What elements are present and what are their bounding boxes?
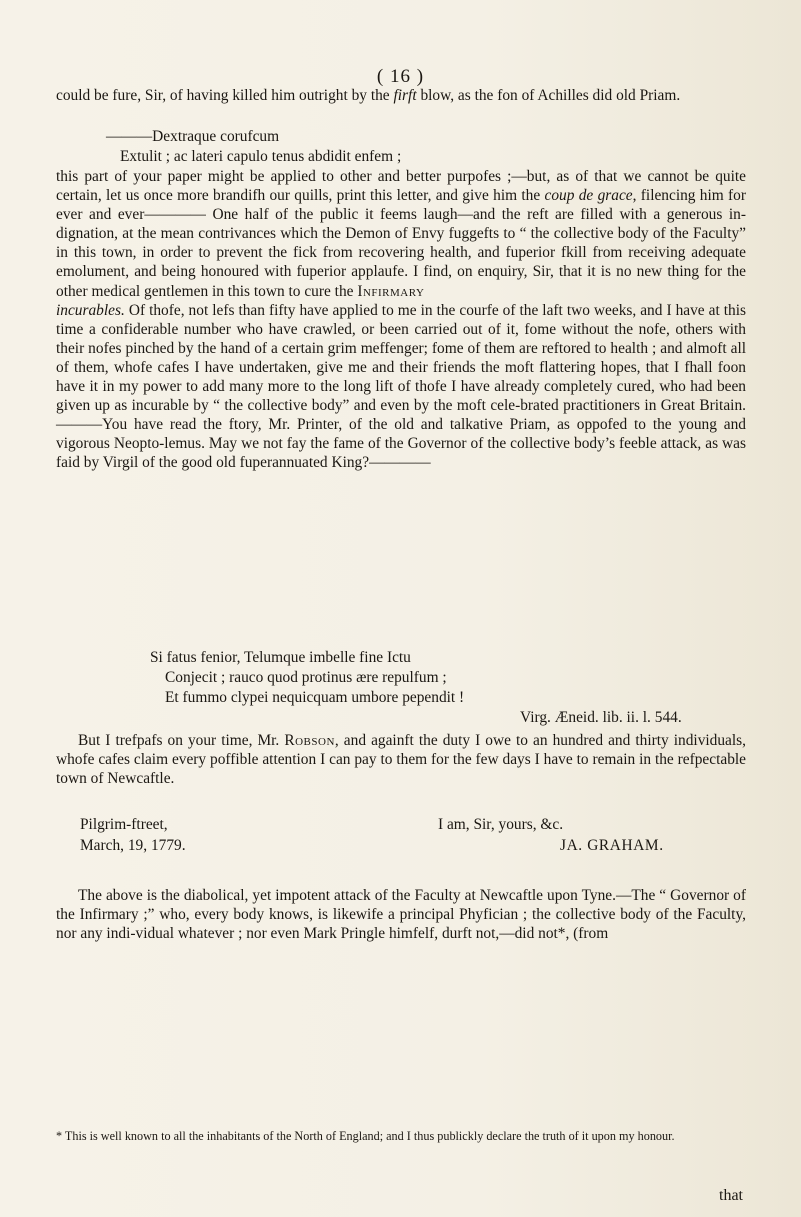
signoff-closing: I am, Sir, yours, &c. <box>438 816 564 833</box>
signoff-name: JA. GRAHAM. <box>560 837 664 854</box>
paragraph-main-text-c: Of thofe, not lefs than fifty have applied to me in the courfe of the laft two weeks, and I have at this time a confiderable number who have crawled, or been carried out of it, fome without the nofe, others with their nofes pinched by the hand of a certain grim meffenger; fome of them are reftored to health ; and almoft all of them, whofe cafes I have undertaken, give me and their friends the moft flattering hopes, that I fhall foon have it in my power to add many more to the long lift of thofe I have already completely cured, who had been given up as incurable by “ the collective body” and even by the moft cele-brated practitioners in Great Britain.———You have read the ftory, Mr. Printer, of the old and talkative Priam, as oppofed to the young and vigorous Neopto-lemus. May we not fay the fame of the Governor of the collective body’s feeble attack, as was faid by Virgil of the good old fuperannuated King?———— <box>56 301 746 472</box>
paragraph-main <box>56 167 746 473</box>
paragraph-opening-text-a: could be fure, Sir, of having killed him outright by the <box>56 87 394 104</box>
italic-coup-de-grace: coup de grace <box>544 187 633 205</box>
catchword: that <box>719 1187 743 1204</box>
paragraph-trespass-text-b: , and againft the duty I owe to an hundred and thirty individuals, whofe cafes claim every poffible attention I can pay to them for the few days I have to remain in the refpectable town of Newcaftle. <box>56 732 747 788</box>
signoff-place: Pilgrim-ftreet, <box>80 816 168 833</box>
paragraph-main-text-b: , filencing him for ever and ever———— One half of the public it feems laugh—and the reft are filled with a generous in-dignation, at the mean contrivances which the Demon of Envy fuggefts to “ the collective body of the Faculty” in this town, in order to prevent the fick from recovering health, and fuperior fkill from receiving adequate emolument, and being honoured with fuperior applaufe. I find, on enquiry, Sir, that it is no new thing for the other medical gentlemen in this town to cure the <box>56 187 747 300</box>
latin-quote-1-line-1: ———Dextraque corufcum <box>106 128 280 145</box>
paragraph-opening-text-b: blow, as the fon of Achilles did old Priam. <box>416 87 681 104</box>
paragraph-commentary-text: The above is the diabolical, yet impotent attack of the Faculty at Newcaftle upon Tyne.—The “ Governor of the Infirmary ;” who, every body knows, is likewife a principal Phyfician ; the collective body of the Faculty, nor any indi-vidual whatever ; nor even Mark Pringle himfelf, durft not,—did not*, (from <box>56 887 746 943</box>
footnote: * This is well known to all the inhabitants of the North of England; and I thus publickly declare the truth of it upon my honour. <box>56 1129 675 1143</box>
latin-quote-2-line-3: Et fummo clypei nequicquam umbore pependit ! <box>165 689 465 706</box>
page-number: ( 16 ) <box>376 66 425 87</box>
paragraph-opening <box>56 86 746 105</box>
latin-quote-2-citation: Virg. Æneid. lib. ii. l. 544. <box>520 709 682 726</box>
paragraph-trespass-text-a: But I trefpafs on your time, Mr. <box>78 732 285 749</box>
smallcaps-robson: Robson <box>284 732 335 749</box>
latin-quote-1-line-2: Extulit ; ac lateri capulo tenus abdidit enfem ; <box>120 148 402 165</box>
italic-incurables: incurables. <box>56 301 125 319</box>
latin-quote-2-line-2: Conjecit ; rauco quod protinus ære repulfum ; <box>165 669 447 686</box>
latin-quote-2-line-1: Si fatus fenior, Telumque imbelle fine Ictu <box>150 649 411 666</box>
paragraph-trespass <box>56 731 746 788</box>
paragraph-commentary <box>56 886 746 943</box>
signoff-date: March, 19, 1779. <box>80 837 186 854</box>
smallcaps-infirmary: Infirmary <box>357 282 425 300</box>
paragraph-main-text-a: this part of your paper might be applied to other and better purpofes ;—but, as of that we cannot be quite certain, let us once more brandifh our quills, print this letter, and give him the <box>56 168 746 205</box>
italic-first: firft <box>393 87 417 104</box>
